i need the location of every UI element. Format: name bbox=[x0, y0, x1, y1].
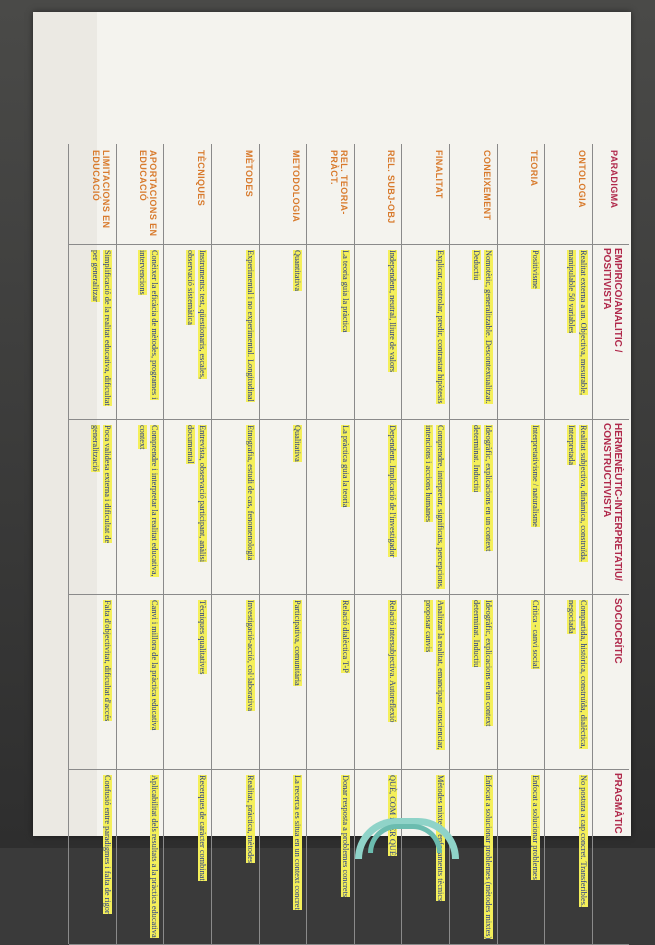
highlighted-text: Qualitativa bbox=[293, 425, 303, 462]
row-label: REL. TEORIA-PRÀCT. bbox=[328, 150, 349, 215]
highlighted-text: Relació dialèctica T-P bbox=[340, 600, 350, 673]
table-cell bbox=[421, 422, 447, 593]
table-cell bbox=[338, 247, 352, 418]
table-cell bbox=[528, 772, 542, 943]
row-divider bbox=[354, 144, 355, 944]
highlighted-text: Donar resposta a problemes concrets bbox=[340, 775, 350, 898]
row-label: METODOLOGIA bbox=[291, 150, 302, 223]
column-header: SOCIOCRÍTIC bbox=[612, 598, 623, 664]
highlighted-text: Analitzar la realitat, emancipar, conscienciar, proposar canvis bbox=[424, 600, 446, 750]
highlighted-text: La recerca es situa en un context concret bbox=[293, 775, 303, 910]
row-label: FINALITAT bbox=[434, 150, 445, 199]
table-cell bbox=[433, 247, 447, 418]
table-cell bbox=[135, 422, 161, 593]
row-divider bbox=[592, 144, 593, 944]
table-cell bbox=[147, 772, 161, 943]
row-label: LIMITACIONS EN EDUCACIÓ bbox=[90, 150, 111, 229]
row-divider bbox=[68, 144, 69, 944]
highlighted-text: Aplicabilitat dels resultats a la pràctica educativa bbox=[150, 775, 160, 938]
table-cell bbox=[421, 597, 447, 768]
highlighted-text: Enfocat a solucionar problemes bbox=[531, 775, 541, 880]
highlighted-text: Conèixer la eficàcia de mètodes, programes i intervencions bbox=[138, 250, 160, 400]
table-cell bbox=[481, 772, 495, 943]
column-header: PRAGMÀTIC bbox=[612, 773, 623, 834]
table-cell bbox=[290, 247, 304, 418]
highlighted-text: Crítica - canvi social bbox=[531, 600, 541, 669]
row-divider bbox=[544, 144, 545, 944]
row-divider bbox=[449, 144, 450, 944]
highlighted-text: Enfocat a solucionar problemes (mètodes mixtes) bbox=[483, 775, 493, 940]
highlighted-text: Etnografia, estudi de cas, fenomenologia bbox=[245, 425, 255, 561]
row-divider bbox=[497, 144, 498, 944]
highlighted-text: Realitat, pràctica, mètodes bbox=[245, 775, 255, 864]
table-cell bbox=[338, 772, 352, 943]
table-cell bbox=[385, 247, 399, 418]
table-cell bbox=[88, 247, 114, 418]
highlighted-text: Ideogràfic, explicacions en un context determinat. Inductiu bbox=[471, 425, 493, 552]
table-cell bbox=[564, 247, 590, 418]
table-cell bbox=[528, 597, 542, 768]
table-cell bbox=[564, 422, 590, 593]
highlighted-text: Explicar, controlar, predir, contrastar hipòtesis bbox=[436, 250, 446, 404]
table-cell bbox=[183, 247, 209, 418]
highlighted-text: Experimental i no experimental. Longitudinal bbox=[245, 250, 255, 402]
table-cell bbox=[88, 422, 114, 593]
highlighted-text: Participativa, comunitària bbox=[293, 600, 303, 686]
highlighted-text: Interpretativisme / naturalisme bbox=[531, 425, 541, 527]
paper-sheet bbox=[33, 12, 631, 940]
column-divider bbox=[69, 769, 629, 770]
table-cell bbox=[243, 772, 257, 943]
table-cell bbox=[243, 247, 257, 418]
row-divider bbox=[116, 144, 117, 944]
highlighted-text: Entrevista, observació participant, anàlisi documental bbox=[185, 425, 207, 563]
table-cell bbox=[290, 422, 304, 593]
paradigm-table bbox=[69, 144, 629, 944]
highlighted-text: Simplificació de la realitat educativa, dificultat per generalitzar bbox=[90, 250, 112, 406]
column-divider bbox=[69, 419, 629, 420]
row-label: APORTACIONS EN EDUCACIÓ bbox=[138, 150, 159, 237]
table-cell bbox=[100, 597, 114, 768]
table-cell bbox=[195, 772, 209, 943]
table-cell bbox=[385, 422, 399, 593]
table-cell bbox=[135, 247, 161, 418]
table-cell bbox=[469, 597, 495, 768]
highlighted-text: Independent, neutral, lliure de valors bbox=[388, 250, 398, 373]
row-divider bbox=[163, 144, 164, 944]
highlighted-text: Tècniques qualitatives bbox=[197, 600, 207, 675]
table-cell bbox=[290, 597, 304, 768]
table-cell bbox=[290, 772, 304, 943]
highlighted-text: QUÈ, COM i PER QUÈ bbox=[388, 775, 398, 856]
table-cell bbox=[528, 422, 542, 593]
highlighted-text: Poca validesa externa i dificultat de generalització bbox=[90, 425, 112, 544]
row-label: TÈCNIQUES bbox=[195, 150, 206, 207]
highlighted-text: Quantitativa bbox=[293, 250, 303, 292]
table-cell bbox=[195, 597, 209, 768]
highlighted-text: Compartida, històrica, construïda, dialèctica, negociada bbox=[567, 600, 588, 749]
column-divider bbox=[69, 594, 629, 595]
row-label: CONEIXEMENT bbox=[481, 150, 492, 221]
row-label: MÈTODES bbox=[243, 150, 254, 198]
highlighted-text: Realitat externa a un. Objectiva, mesurable, manipulable 50 variables bbox=[567, 250, 588, 396]
highlighted-text: Nomotètic, generalitzable. Descontextualitzat. Deductiu bbox=[471, 250, 493, 404]
column-divider bbox=[69, 244, 629, 245]
highlighted-text: Realitat subjectiva, dinàmica, construïda. Interpretada bbox=[567, 425, 588, 562]
column-header: EMPIRICO/ANALITIC / POSITIVISTA bbox=[601, 248, 623, 353]
row-label: TEORIA bbox=[529, 150, 540, 187]
table-cell bbox=[564, 597, 590, 768]
table-cell bbox=[576, 772, 590, 943]
table-cell bbox=[338, 422, 352, 593]
highlighted-text: No postura a cap concret. Transferibles. bbox=[579, 775, 588, 908]
table-cell bbox=[243, 597, 257, 768]
column-header: HERMENÈUTIC-INTERPRETATIU/ CONSTRUCTIVISTA bbox=[601, 423, 623, 581]
table-cell bbox=[100, 772, 114, 943]
table-cell bbox=[385, 597, 399, 768]
row-divider bbox=[259, 144, 260, 944]
highlighted-text: Falta d'objectivitat, dificultat d'accés bbox=[102, 600, 112, 722]
corner-label: PARADIGMA bbox=[609, 150, 619, 209]
table-cell bbox=[469, 422, 495, 593]
table-cell bbox=[469, 247, 495, 418]
highlighted-text: Comprendre, interpretar, significats, percepcions, intencions i accions humanes bbox=[424, 425, 446, 589]
row-divider bbox=[306, 144, 307, 944]
table-cell bbox=[243, 422, 257, 593]
highlighted-text: Relació intersubjectiva. Autoreflexió bbox=[388, 600, 398, 723]
row-label: ONTOLOGIA bbox=[577, 150, 587, 208]
row-divider bbox=[211, 144, 212, 944]
highlighted-text: Ideogràfic, explicacions en un context determinat. Inductiu bbox=[471, 600, 493, 727]
highlighted-text: Instruments: test, qüestionaris, escales, observació sistemàtica bbox=[185, 250, 207, 380]
highlighted-text: La pràctica guia la teoria bbox=[340, 425, 350, 508]
highlighted-text: La teoria guia la pràctica bbox=[340, 250, 350, 333]
table-cell bbox=[528, 247, 542, 418]
highlighted-text: Recerques de caràcter combinat bbox=[197, 775, 207, 881]
table-cell bbox=[338, 597, 352, 768]
highlighted-text: Positivisme bbox=[531, 250, 541, 289]
row-label: REL. SUBJ-OBJ bbox=[386, 150, 397, 224]
highlighted-text: Confusió entre paradigmes i falta de rigor bbox=[102, 775, 112, 914]
highlighted-text: Investigació-acció, col·laborativa bbox=[245, 600, 255, 712]
table-cell bbox=[147, 597, 161, 768]
highlighted-text: Canvi i millora de la pràctica educativa bbox=[150, 600, 160, 731]
table-cell bbox=[183, 422, 209, 593]
highlighted-text: Dependent. Implicació de l'investigador bbox=[388, 425, 398, 558]
highlighted-text: Comprendre i interpretar la realitat educativa, context bbox=[138, 425, 160, 577]
highlighted-text: Mètodes mixtes i enfocaments tècnics bbox=[436, 775, 446, 902]
